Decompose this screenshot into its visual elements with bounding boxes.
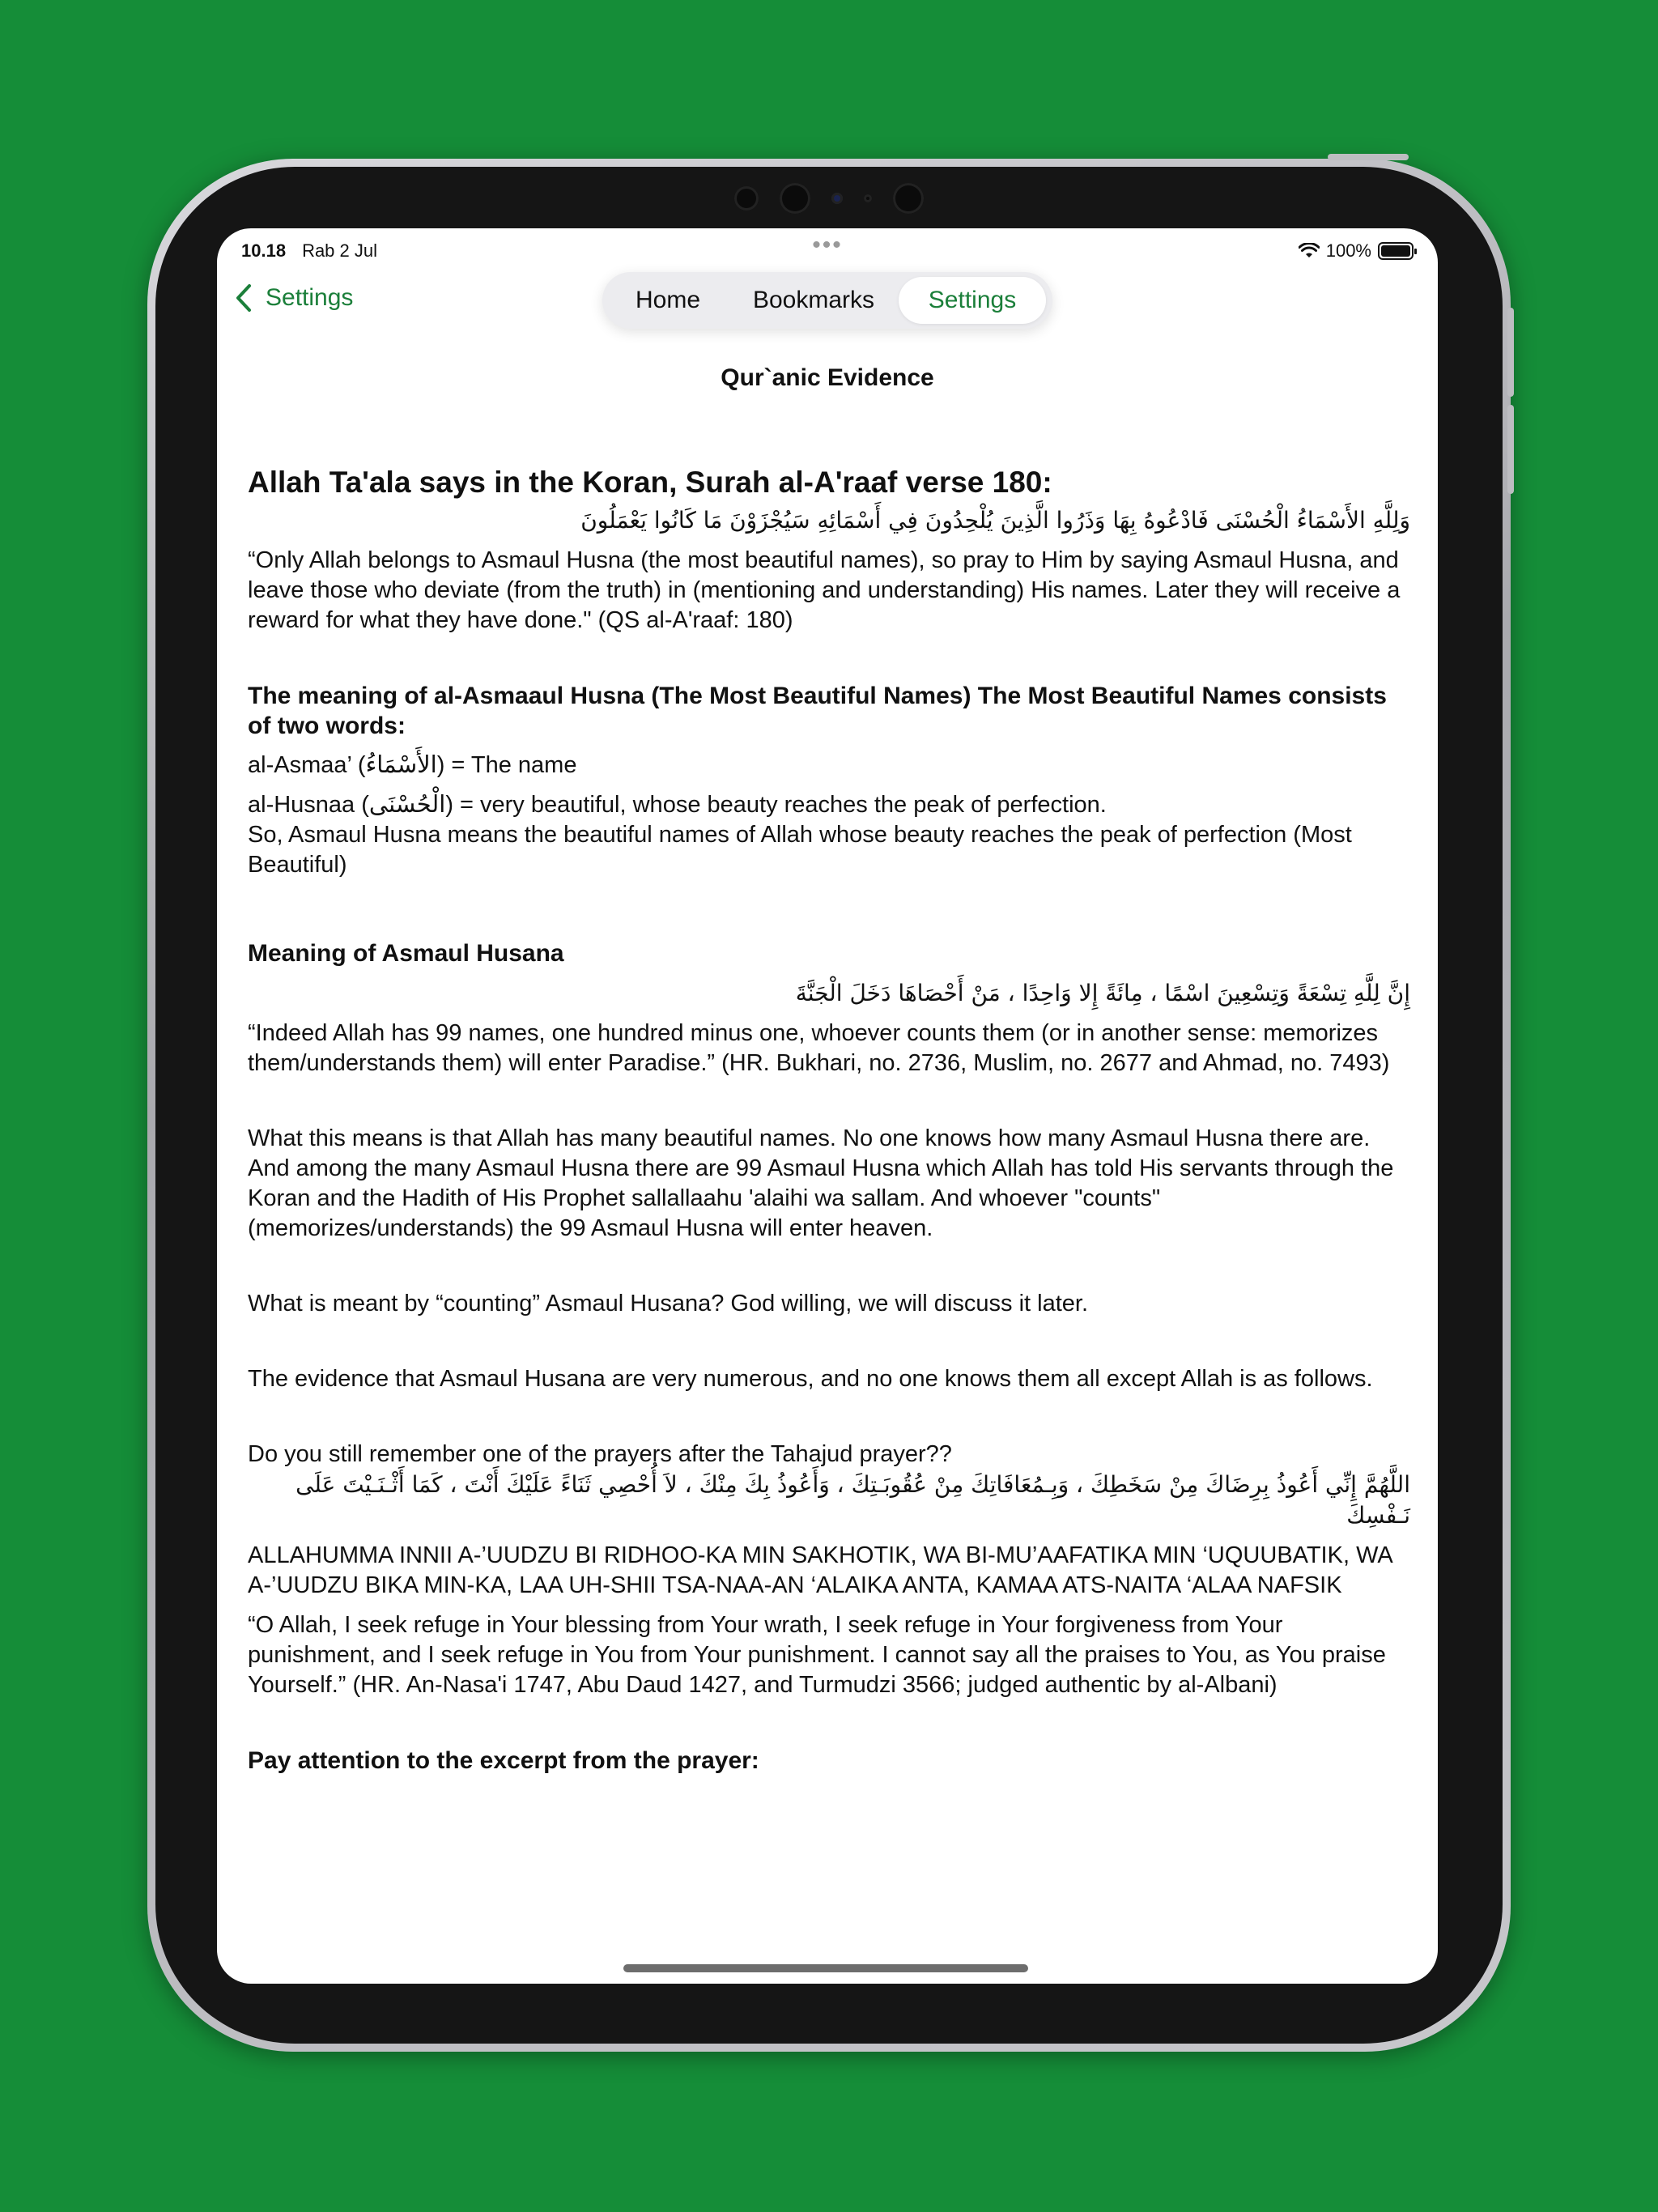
word-husnaa: al-Husnaa (الْحُسْنَى) = very beautiful, whose beauty reaches the peak of perfection.: [248, 792, 1107, 818]
heading-meaning: The meaning of al-Asmaaul Husna (The Most Beautiful Names) The Most Beautiful Names consists of two words:: [248, 683, 1387, 739]
status-time: 10.18: [241, 240, 287, 261]
page-title: Qur`anic Evidence: [721, 364, 934, 391]
counting-question: What is meant by “counting” Asmaul Husana? God willing, we will discuss it later.: [248, 1291, 1088, 1317]
arabic-hadith: إِنَّ لِلَّهِ تِسْعَةً وَتِسْعِينَ اسْمًا ، مِائَةً إِلا وَاحِدًا ، مَنْ أَحْصَاهَا دَخَلَ الْجَنَّةَ: [795, 980, 1410, 1006]
heading-quran-verse: Allah Ta'ala says in the Koran, Surah al-A'raaf verse 180:: [248, 466, 1052, 499]
power-button: [1328, 154, 1409, 160]
volume-up-button: [1507, 308, 1514, 397]
arabic-verse: وَلِلَّهِ الأَسْمَاءُ الْحُسْنَى فَادْعُوهُ بِهَا وَذَرُوا الَّذِينَ يُلْحِدُونَ فِي أَسْمَائِهِ سَيُجْزَوْنَ مَا كَانُوا يَعْمَلُونَ: [580, 507, 1410, 534]
heading-meaning-asmaul-husana: Meaning of Asmaul Husana: [248, 940, 564, 967]
prayer-transliteration: ALLAHUMMA INNII A-’UUDZU BI RIDHOO-KA MIN SAKHOTIK, WA BI-MU’AAFATIKA MIN ‘UQUUBATIK, WA A-’UUDZU BIKA MIN-KA, LAA UH-SHII TSA-NAA-AN ‘ALAIKA ANTA, KAMAA ATS-NAITA ‘ALAA NAFSIK: [248, 1542, 1392, 1598]
tahajud-question: Do you still remember one of the prayers after the Tahajud prayer??: [248, 1441, 952, 1467]
hadith-translation: “Indeed Allah has 99 names, one hundred minus one, whoever counts them (or in another sense: memorizes them/understands them) will enter Paradise.” (HR. Bukhari, no. 2736, Muslim, no. 2677 and Ahmad, no. 7493): [248, 1020, 1390, 1076]
explanation-paragraph: What this means is that Allah has many beautiful names. No one knows how many Asmaul Husna there are. And among the many Asmaul Husna there are 99 Asmaul Husna which Allah has told His servants through the Koran and the Hadith of His Prophet sallallaahu 'alaihi wa sallam. And whoever "counts" (memorizes/understands) the 99 Asmaul Husna will enter heaven.: [248, 1125, 1394, 1241]
prayer-translation: “O Allah, I seek refuge in Your blessing from Your wrath, I seek refuge in Your forgiveness from Your punishment, and I seek refuge in You from Your punishment. I cannot say all the praises to You, as You praise Yourself.” (HR. An-Nasa'i 1747, Abu Daud 1427, and Turmudzi 3566; judged authentic by al-Albani): [248, 1612, 1386, 1698]
home-indicator[interactable]: [623, 1964, 1028, 1972]
chevron-left-icon: [235, 283, 253, 313]
arabic-prayer: اللَّهُمَّ إِنِّي أَعُوذُ بِرِضَاكَ مِنْ سَخَطِكَ ، وَبِـمُعَافَاتِكَ مِنْ عُقُوبَـتِكَ ، وَأَعُوذُ بِكَ مِنْكَ ، لاَ أُحْصِي ثَنَاءً عَلَيْكَ أَنْتَ ، كَمَا أَثْـنَـيْتَ عَلَى نَـفْسِكَ: [295, 1471, 1410, 1529]
battery-icon: [1378, 242, 1414, 260]
multitasking-dots-icon[interactable]: •••: [812, 232, 843, 258]
article-content[interactable]: [248, 465, 1410, 1776]
status-date: Rab 2 Jul: [302, 240, 378, 261]
word-asmaa: al-Asmaa’ (الأَسْمَاءُ) = The name: [248, 752, 577, 778]
battery-percent: 100%: [1325, 240, 1371, 261]
tab-bookmarks[interactable]: Bookmarks: [752, 287, 875, 313]
tab-home[interactable]: Home: [635, 287, 701, 313]
tab-switcher: [602, 272, 1052, 329]
screen: [217, 228, 1438, 1984]
verse-translation: “Only Allah belongs to Asmaul Husna (the most beautiful names), so pray to Him by saying Asmaul Husna, and leave those who deviate (from the truth) in (mentioning and understanding) His names. Later they will receive a reward for what they have done." (QS al-A'raaf: 180): [248, 547, 1401, 633]
back-button-label: Settings: [266, 284, 354, 311]
status-right: [1299, 240, 1414, 262]
status-bar: [241, 232, 1414, 267]
tab-settings[interactable]: Settings: [899, 277, 1046, 324]
volume-down-button: [1507, 405, 1514, 494]
heading-prayer-excerpt: Pay attention to the excerpt from the prayer:: [248, 1747, 759, 1774]
front-camera: [734, 183, 924, 214]
back-button[interactable]: [235, 283, 353, 313]
wifi-icon: [1299, 243, 1320, 259]
evidence-paragraph: The evidence that Asmaul Husana are very numerous, and no one knows them all except Allah is as follows.: [248, 1366, 1373, 1392]
meaning-summary: So, Asmaul Husna means the beautiful names of Allah whose beauty reaches the peak of perfection (Most Beautiful): [248, 822, 1352, 878]
